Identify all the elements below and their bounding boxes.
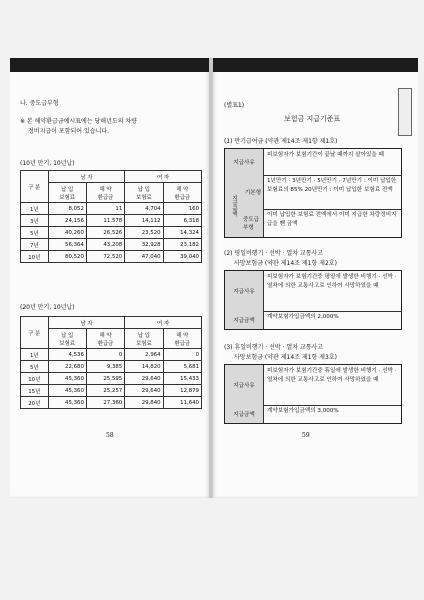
s2-row-reason bbox=[225, 271, 401, 312]
table-row bbox=[21, 251, 202, 263]
row-value: 12,879 bbox=[163, 385, 201, 397]
s1-title: (1) 만기급여금 (약관 제14조 제1항 제1호) bbox=[224, 138, 338, 145]
s1-text-reason: 피보험자가 보험기간이 끝날 때까지 살아있을 때 bbox=[267, 152, 384, 158]
row-value: 0 bbox=[86, 349, 124, 361]
row-value: 4,536 bbox=[48, 349, 86, 361]
table1-sub-premium-f: 납 입 보험료 bbox=[125, 183, 163, 203]
row-period: 1년 bbox=[21, 203, 49, 215]
s3-title-1: (3) 휴일비행기 · 선박 · 열차 교통사고 bbox=[224, 344, 324, 351]
s2-label-reason: 지급사유 bbox=[225, 271, 264, 311]
table-row bbox=[21, 203, 202, 215]
table2-sub-refund-m: 해 약 환급금 bbox=[86, 329, 124, 349]
table1-sub-premium-m: 납 입 보험료 bbox=[48, 183, 86, 203]
left-page bbox=[10, 58, 210, 498]
table2-sub-refund-f: 해 약 환급금 bbox=[163, 329, 201, 349]
s1-label-midpay: 중도급부형 bbox=[243, 209, 264, 237]
row-value: 8,052 bbox=[48, 203, 86, 215]
page-top-band-right bbox=[212, 58, 418, 72]
row-value: 40,260 bbox=[48, 227, 86, 239]
right-page-number: 59 bbox=[302, 432, 310, 439]
row-value: 56,364 bbox=[48, 239, 86, 251]
row-value: 11,578 bbox=[86, 215, 124, 227]
row-period: 20년 bbox=[21, 397, 49, 409]
s2-title-1: (2) 평일비행기 · 선박 · 열차 교통사고 bbox=[224, 250, 324, 257]
row-period: 10년 bbox=[21, 373, 49, 385]
row-period: 15년 bbox=[21, 385, 49, 397]
row-value: 23,520 bbox=[125, 227, 163, 239]
row-value: 29,840 bbox=[125, 397, 163, 409]
row-value: 25,257 bbox=[86, 385, 124, 397]
row-value: 5,681 bbox=[163, 361, 201, 373]
table-row bbox=[21, 373, 202, 385]
row-value: 39,040 bbox=[163, 251, 201, 263]
row-value: 27,360 bbox=[86, 397, 124, 409]
table-row bbox=[21, 239, 202, 251]
row-period: 10년 bbox=[21, 251, 49, 263]
s1-group-label: 지급금액 bbox=[225, 175, 244, 237]
row-value: 0 bbox=[163, 349, 201, 361]
s2-title-2: 사망보험금 (약관 제14조 제1항 제2호) bbox=[234, 260, 337, 267]
s3-row-amount bbox=[225, 405, 401, 423]
s3-label-reason: 지급사유 bbox=[225, 365, 264, 405]
row-value: 45,360 bbox=[48, 397, 86, 409]
row-value: 9,385 bbox=[86, 361, 124, 373]
s2-row-amount bbox=[225, 311, 401, 329]
book-gutter bbox=[209, 58, 213, 498]
row-value: 32,928 bbox=[125, 239, 163, 251]
row-value: 22,680 bbox=[48, 361, 86, 373]
s3-title-2: 사망보험금 (약관 제14조 제1항 제3호) bbox=[234, 354, 337, 361]
note-line-1: ※ 본 해약환급금예시표에는 당해년도의 차량 bbox=[20, 118, 137, 125]
side-index-tab bbox=[398, 88, 412, 136]
row-period: 7년 bbox=[21, 239, 49, 251]
row-value: 11,640 bbox=[163, 397, 201, 409]
row-value: 14,324 bbox=[163, 227, 201, 239]
row-value: 4,704 bbox=[125, 203, 163, 215]
row-value: 45,360 bbox=[48, 373, 86, 385]
table-row bbox=[21, 385, 202, 397]
table1-col-group: 구 분 bbox=[21, 171, 49, 203]
row-value: 26,526 bbox=[86, 227, 124, 239]
row-period: 5년 bbox=[21, 361, 49, 373]
s1-text-basic: 1년만기 · 3년만기 · 5년만기 · 7년만기 : 이미 납입한 보험료의 85% 20년만기 : 이미 납입한 보험료 전액 bbox=[267, 178, 397, 193]
table1-male-header: 남 자 bbox=[48, 171, 125, 183]
s1-label-reason: 지급사유 bbox=[225, 149, 264, 175]
row-value: 23,182 bbox=[163, 239, 201, 251]
row-value: 160 bbox=[163, 203, 201, 215]
table-row bbox=[21, 361, 202, 373]
s1-row-basic bbox=[243, 175, 401, 210]
table1-body bbox=[21, 203, 202, 263]
row-value: 2,964 bbox=[125, 349, 163, 361]
s3-table bbox=[224, 364, 402, 424]
table2-col-group: 구 분 bbox=[21, 317, 49, 349]
table2-title: (20년 만기, 10년납) bbox=[20, 304, 75, 311]
row-value: 72,520 bbox=[86, 251, 124, 263]
appendix-label: (별표1) bbox=[224, 102, 245, 109]
row-value: 80,520 bbox=[48, 251, 86, 263]
row-value: 14,820 bbox=[125, 361, 163, 373]
row-value: 47,040 bbox=[125, 251, 163, 263]
note-line-2: 정비지급이 포함되어 있습니다. bbox=[28, 128, 110, 135]
schedule-heading: 보험금 지급기준표 bbox=[284, 115, 341, 123]
row-value: 43,208 bbox=[86, 239, 124, 251]
table1-sub-refund-m: 해 약 환급금 bbox=[86, 183, 124, 203]
s1-row-midpay bbox=[243, 209, 401, 237]
left-page-number: 58 bbox=[106, 432, 114, 439]
table2 bbox=[20, 316, 202, 409]
row-period: 1년 bbox=[21, 349, 49, 361]
row-period: 3년 bbox=[21, 215, 49, 227]
table-row bbox=[21, 349, 202, 361]
table1-female-header: 여 자 bbox=[125, 171, 202, 183]
row-value: 45,360 bbox=[48, 385, 86, 397]
s1-table bbox=[224, 148, 402, 238]
table1-title: (10년 만기, 10년납) bbox=[20, 160, 75, 167]
row-value: 25,595 bbox=[86, 373, 124, 385]
row-value: 24,156 bbox=[48, 215, 86, 227]
table2-sub-premium-f: 납 입 보험료 bbox=[125, 329, 163, 349]
s1-row-reason bbox=[225, 149, 401, 176]
table2-male-header: 남 자 bbox=[48, 317, 125, 329]
table-row bbox=[21, 227, 202, 239]
row-value: 6,318 bbox=[163, 215, 201, 227]
right-page bbox=[212, 58, 418, 498]
s2-text-amount: 계약보험가입금액의 2,000% bbox=[267, 314, 339, 320]
table2-sub-premium-m: 납 입 보험료 bbox=[48, 329, 86, 349]
section-heading: 나. 중도급부형 bbox=[20, 100, 59, 107]
row-value: 14,112 bbox=[125, 215, 163, 227]
s2-table bbox=[224, 270, 402, 330]
table-row bbox=[21, 397, 202, 409]
s1-label-basic: 기본형 bbox=[243, 175, 264, 209]
row-value: 29,640 bbox=[125, 385, 163, 397]
table1 bbox=[20, 170, 202, 263]
s3-text-amount: 계약보험가입금액의 3,000% bbox=[267, 408, 339, 414]
s2-label-amount: 지급금액 bbox=[225, 311, 264, 329]
row-value: 15,433 bbox=[163, 373, 201, 385]
table2-body bbox=[21, 349, 202, 409]
row-period: 5년 bbox=[21, 227, 49, 239]
s3-text-reason: 피보험자가 보험기간중 휴일에 발생한 비행기 · 선박 · 열차에 의한 교통사고로 인하여 사망하였을 때 bbox=[267, 368, 397, 383]
s2-text-reason: 피보험자가 보험기간중 평일에 발생한 비행기 · 선박 · 열차에 의한 교통사고로 인하여 사망하였을 때 bbox=[267, 274, 397, 289]
page-top-band bbox=[10, 58, 210, 72]
table-row bbox=[21, 215, 202, 227]
row-value: 29,640 bbox=[125, 373, 163, 385]
table1-sub-refund-f: 해 약 환급금 bbox=[163, 183, 201, 203]
row-value: 11 bbox=[86, 203, 124, 215]
s1-text-midpay: 이미 납입한 보험료 전액에서 이미 지급한 차량정비지급을 뺀 금액 bbox=[267, 212, 397, 227]
s3-label-amount: 지급금액 bbox=[225, 405, 264, 423]
s3-row-reason bbox=[225, 365, 401, 406]
table2-female-header: 여 자 bbox=[125, 317, 202, 329]
